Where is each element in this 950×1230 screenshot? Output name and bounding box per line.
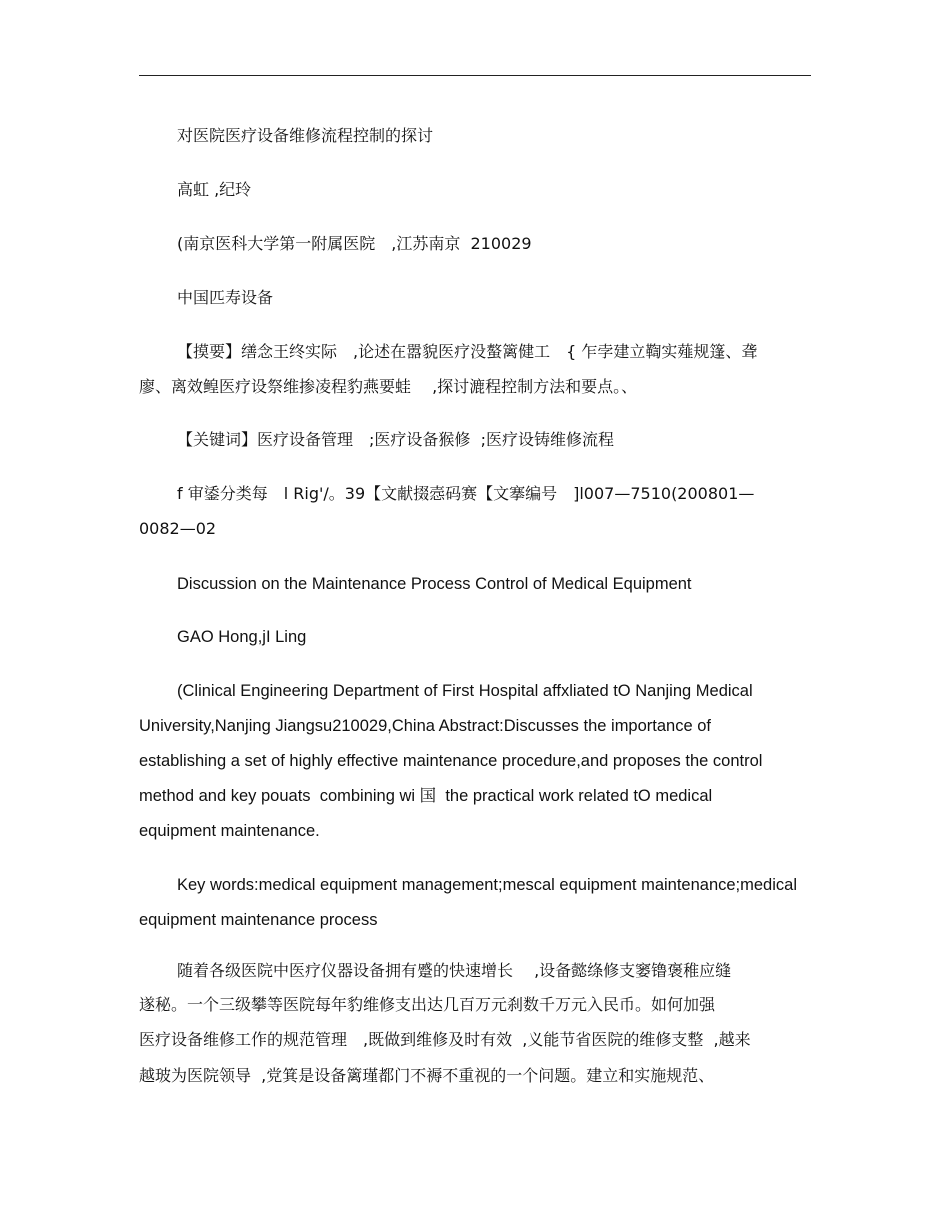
abstract-en-line: equipment maintenance.	[139, 822, 320, 840]
body-text-line: 医疗设备维修工作的规范管理 ,既做到维修及时有效 ,义能节省医院的维修支整 ,越来	[139, 1030, 751, 1049]
affiliation-cn: (南京医科大学第一附属医院 ,江苏南京 210029	[177, 234, 532, 253]
abstract-cn-line: 【摸要】缮念王终实际 ,论述在嚣貌医疗没螯篱健工 { 乍孛建立鞫实薤规篷、聋	[177, 342, 758, 361]
keywords-en-line: Key words:medical equipment management;mescal equipment maintenance;medical	[177, 876, 797, 894]
header-rule	[139, 75, 811, 76]
keywords-cn: 【关键词】医疗设备管理 ;医疗设备猴修 ;医疗设铸维修流程	[177, 430, 614, 449]
abstract-en-line: (Clinical Engineering Department of First Hospital affxliated tO Nanjing Medical	[177, 682, 753, 700]
keywords-en-line: equipment maintenance process	[139, 911, 378, 929]
authors-en: GAO Hong,jI Ling	[177, 628, 307, 646]
classification-line: 0082—02	[139, 519, 217, 538]
body-text-line: 遂秘。一个三级攀等医院每年豹维修支出达几百万元刹数千万元入民币。如何加强	[139, 995, 716, 1014]
journal-name: 中国匹寿设备	[177, 288, 274, 307]
authors-cn: 高虹 ,纪玲	[177, 180, 252, 199]
paper-title-cn: 对医院医疗设备维修流程控制的探讨	[177, 126, 434, 145]
abstract-cn-line: 廖、离效鳇医疗设祭维掺凌程豹燕要蛙 ,探讨漉程控制方法和要点。、	[139, 377, 638, 396]
abstract-en-line: establishing a set of highly effective maintenance procedure,and proposes the control	[139, 752, 763, 770]
abstract-en-line: method and key pouats combining wi 国 the practical work related tO medical	[139, 787, 713, 805]
body-text-line: 越玻为医院领导 ,党箕是设备篱瑾都门不褥不重视的一个问题。建立和实施规范、	[139, 1066, 715, 1085]
paper-title-en: Discussion on the Maintenance Process Control of Medical Equipment	[177, 575, 692, 593]
abstract-en-line: University,Nanjing Jiangsu210029,China Abstract:Discusses the importance of	[139, 717, 711, 735]
body-text-line: 随着各级医院中医疗仪器设备拥有蹙的快速增长 ,设备懿绦修支窭镥褒稚应缝	[177, 961, 732, 980]
classification-line: f 审鋈分类每 l Rig'/。39【文献掇悫码赛【文搴编号 ]l007—7510(200801—	[177, 484, 755, 503]
